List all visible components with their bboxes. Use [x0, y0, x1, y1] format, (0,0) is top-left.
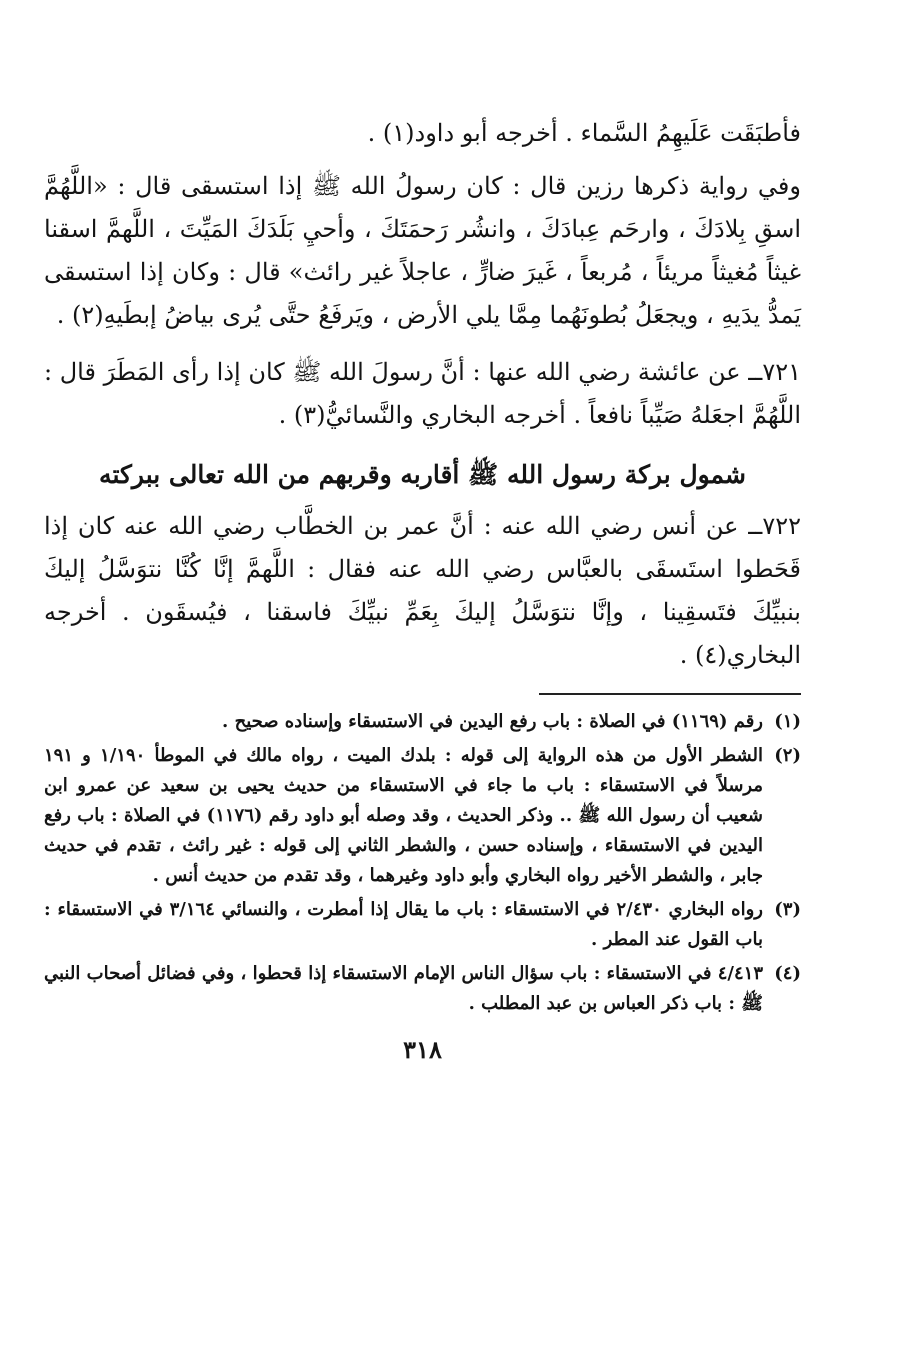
page-number: ٣١٨: [403, 1035, 442, 1064]
footnote-divider: [539, 693, 801, 695]
footnote-4: [44, 959, 801, 1019]
footnote-text: الشطر الأول من هذه الرواية إلى قوله : بلدك الميت ، رواه مالك في الموطأ ١/١٩٠ و ١٩١ مرسلاً في الاستسقاء : باب ما جاء في الاستسقاء من حديث يحيى بن سعيد عن عمرو ابن شعيب أن رسول الله ﷺ .. وذكر الحديث ، وقد وصله أبو داود رقم (١١٧٦) في الصلاة : باب رفع اليدين في الاستسقاء ، وإسناده حسن ، والشطر الثاني إلى قوله : غير رائث ، تقدم في حديث جابر ، والشطر الأخير رواه البخاري وأبو داود وغيرهما ، وقد تقدم من حديث أنس .: [44, 745, 764, 886]
footnote-number: (٣): [774, 899, 801, 920]
footnote-text: ٤/٤١٣ في الاستسقاء : باب سؤال الناس الإمام الاستسقاء إذا قحطوا ، وفي فضائل أصحاب النبي ﷺ : باب ذكر العباس بن عبد المطلب .: [44, 963, 763, 1014]
section-heading: شمول بركة رسول الله ﷺ أقاربه وقربهم من الله تعالى ببركته: [99, 460, 746, 489]
footnote-number: (٢): [774, 745, 801, 766]
paragraph-1: فأطبَقَت عَلَيهِمُ السَّماء . أخرجه أبو داود(١) .: [367, 119, 801, 147]
footnote-text: رقم (١١٦٩) في الصلاة : باب رفع اليدين في الاستسقاء وإسناده صحيح .: [222, 711, 763, 732]
hadith-722: ٧٢٢ــ عن أنس رضي الله عنه : أنَّ عمر بن الخطَّاب رضي الله عنه كان إذا قَحَطوا استَسقَى بالعبَّاس رضي الله عنه فقال : اللَّهمَّ إنَّا كُنَّا نتوَسَّلُ إليكَ بنبيِّكَ فتَسقِينا ، وإنَّا نتوَسَّلُ إليكَ بِعَمِّ نبيِّكَ فاسقنا ، فيُسقَون . أخرجه البخاري(٤) .: [44, 512, 801, 669]
hadith-721: ٧٢١ــ عن عائشة رضي الله عنها : أنَّ رسولَ الله ﷺ كان إذا رأى المَطَرَ قال : اللَّهُمَّ اجعَلهُ صَيِّباً نافعاً . أخرجه البخاري والنَّسائيُّ(٣) .: [44, 358, 801, 429]
book-page: [44, 112, 801, 1064]
footnotes: [44, 707, 801, 1019]
footnote-1: [44, 707, 801, 737]
paragraph-2: وفي رواية ذكرها رزين قال : كان رسولُ الله ﷺ إذا استسقى قال : «اللَّهُمَّ اسقِ بِلادَكَ ، وارحَم عِبادَكَ ، وانشُر رَحمَتَكَ ، وأحيِ بَلَدَكَ المَيِّتَ ، اللَّهمَّ اسقنا غيثاً مُغيثاً مريئاً ، مُربعاً ، غَيرَ ضارٍّ ، عاجلاً غير رائث» قال : وكان إذا استسقى يَمدُّ يدَيهِ ، ويجعَلُ بُطونَهُما مِمَّا يلي الأرض ، ويَرفَعُ حتَّى يُرى بياضُ إبطَيهِ(٢) .: [44, 172, 801, 329]
footnote-number: (١): [774, 711, 801, 732]
footnote-3: [44, 895, 801, 955]
footnote-2: [44, 741, 801, 891]
footnote-number: (٤): [774, 963, 801, 984]
footnote-text: رواه البخاري ٢/٤٣٠ في الاستسقاء : باب ما يقال إذا أمطرت ، والنسائي ٣/١٦٤ في الاستسقاء : باب القول عند المطر .: [44, 899, 763, 950]
